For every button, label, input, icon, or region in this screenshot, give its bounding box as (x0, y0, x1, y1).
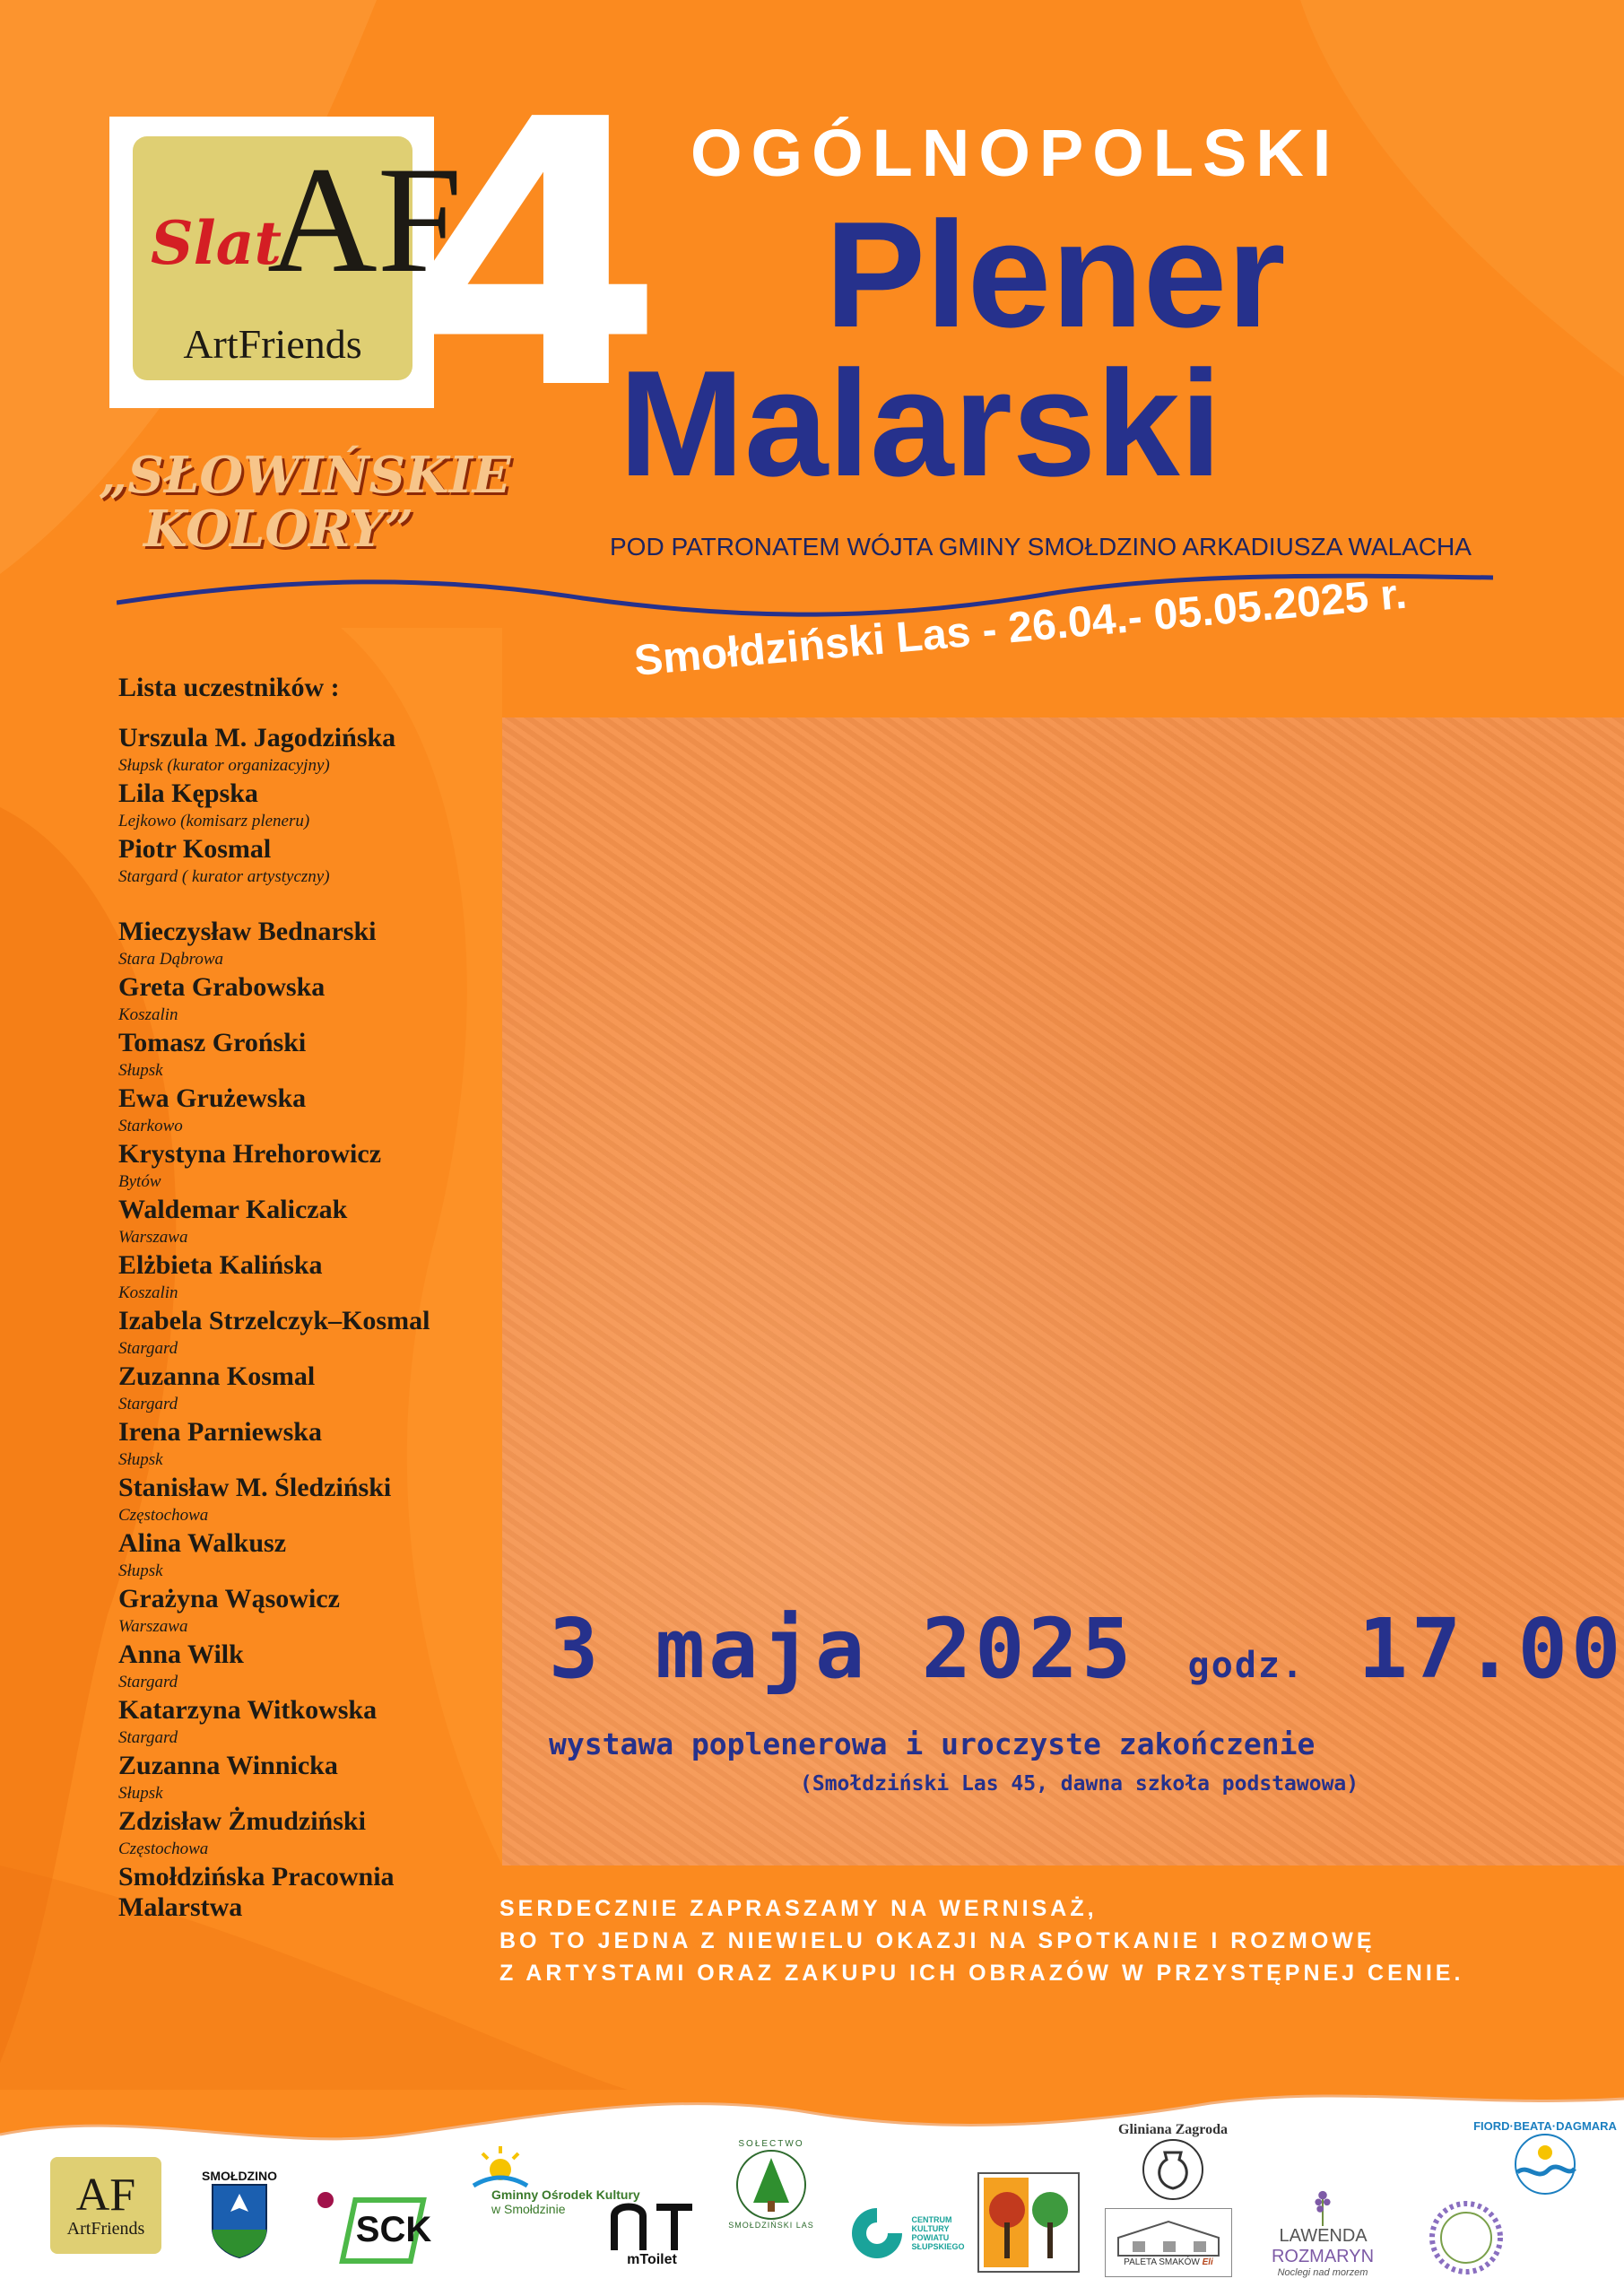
participants-title: Lista uczestników : (118, 673, 340, 702)
paleta-name: PALETA SMAKÓW (1124, 2257, 1200, 2267)
lawenda-name2: ROZMARYN (1271, 2247, 1375, 2266)
participant-name: Anna Wilk (118, 1639, 244, 1669)
participant-place: Warszawa (118, 1617, 188, 1636)
lawenda-text (1238, 2226, 1408, 2267)
participant-place: Słupsk (118, 1561, 163, 1580)
participant-place: Stargard (118, 1728, 178, 1747)
sponsor-trees-painting (977, 2172, 1080, 2273)
sponsor-artfriends-text: ArtFriends (66, 2218, 145, 2239)
centrum-kultury-line1: CENTRUM (911, 2215, 952, 2224)
participant-name: Izabela Strzelczyk–Kosmal (118, 1306, 430, 1335)
sea-wave-icon (1505, 2133, 1585, 2196)
fiord-name2: BEATA (1513, 2118, 1552, 2133)
patronage-text: POD PATRONATEM WÓJTA GMINY SMOŁDZINO ARKADIUSZA WALACHA (610, 533, 1472, 561)
event-date: 3 maja 2025 (549, 1601, 1135, 1697)
participant-place: Koszalin (118, 1283, 178, 1302)
participant-name: Mieczysław Bednarski (118, 917, 377, 946)
house-icon (1115, 2218, 1222, 2257)
participant-name: Zuzanna Kosmal (118, 1361, 316, 1391)
participant-place: Bytów (118, 1172, 161, 1191)
participant-place: Stargard (118, 1673, 178, 1692)
sponsor-wreath-logo (1426, 2197, 1507, 2278)
sponsor-solectwo-bottom: SMOŁDZIŃSKI LAS (728, 2220, 814, 2230)
title-plener: Plener (825, 190, 1286, 359)
paleta-text (1124, 2257, 1213, 2267)
centrum-kultury-logo-icon (848, 2205, 906, 2262)
subtitle-line1: „SŁOWIŃSKIE (99, 446, 511, 505)
sponsor-gok-line1: Gminny Ośrodek Kultury (491, 2187, 640, 2202)
subtitle-line2: KOLORY” (143, 500, 414, 559)
fiord-text: FIORD·BEATA·DAGMARA (1473, 2118, 1617, 2133)
participant-name: Tomasz Groński (118, 1028, 307, 1057)
invitation-text (499, 1892, 1463, 1989)
participant-name: Smołdzińska Pracownia Malarstwa (118, 1862, 395, 1922)
sponsor-gliniana-text: Gliniana Zagroda (1118, 2122, 1228, 2137)
participant-name: Krystyna Hrehorowicz (118, 1139, 382, 1169)
centrum-kultury-line4: SŁUPSKIEGO (911, 2242, 965, 2251)
participants-list (118, 673, 495, 1923)
participant-name: Greta Grabowska (118, 972, 326, 1002)
sponsor-smoldzino (199, 2169, 280, 2276)
invitation-line3: Z ARTYSTAMI ORAZ ZAKUPU ICH OBRAZÓW W PRZYSTĘPNEJ CENIE. (499, 1961, 1464, 1986)
sponsor-solectwo-top: SOŁECTWO (738, 2138, 804, 2149)
trees-painting-icon (984, 2178, 1073, 2267)
lawenda-subtitle: Noclegi nad morzem (1277, 2267, 1368, 2278)
participant-place: Częstochowa (118, 1839, 209, 1858)
organizers-list (118, 723, 495, 890)
sponsor-mtoilet (603, 2188, 701, 2278)
fiord-name3: DAGMARA (1556, 2118, 1617, 2133)
sck-dot-icon (317, 2192, 334, 2208)
sponsor-sck-text: SCK (355, 2209, 432, 2249)
participant-place: Koszalin (118, 1005, 178, 1024)
centrum-kultury-text (911, 2215, 964, 2251)
participant-name: Zdzisław Żmudziński (118, 1806, 366, 1836)
sponsor-smoldzino-name: SMOŁDZINO (202, 2169, 277, 2183)
participant-name: Stanisław M. Śledziński (118, 1473, 392, 1502)
sponsor-lawenda-rozmaryn (1238, 2188, 1408, 2278)
participant-place: Stargard ( kurator artystyczny) (118, 867, 330, 886)
sponsor-solectwo (717, 2130, 825, 2238)
participant-name: Irena Parniewska (118, 1417, 322, 1447)
lawenda-name1: LAWENDA (1279, 2226, 1367, 2246)
sponsor-fiord (1473, 2108, 1617, 2206)
sponsor-artfriends-monogram: AF (75, 2169, 136, 2221)
participant-place: Słupsk (kurator organizacyjny) (118, 756, 330, 775)
paleta-signature: Eli (1202, 2257, 1213, 2267)
participant-name: Zuzanna Winnicka (118, 1751, 338, 1780)
participant-place: Stargard (118, 1339, 178, 1358)
participant-name: Katarzyna Witkowska (118, 1695, 378, 1725)
logo-monogram: AF (267, 135, 463, 304)
participant-place: Starkowo (118, 1117, 183, 1135)
event-description: wystawa poplenerowa i uroczyste zakończenie (549, 1726, 1316, 1761)
lavender-icon (1300, 2188, 1345, 2226)
logo-slat-script: Slat (151, 208, 282, 278)
centrum-kultury-line2: KULTURY (911, 2224, 950, 2233)
centrum-kultury-line3: POWIATU (911, 2233, 950, 2242)
lavender-wreath-icon (1427, 2198, 1506, 2277)
mtoilet-logo-icon (607, 2198, 697, 2252)
subtitle-slowinskie-kolory (99, 446, 511, 559)
logo-brand-text: ArtFriends (183, 321, 362, 367)
participant-name: Lila Kępska (118, 778, 258, 808)
participant-name: Piotr Kosmal (118, 834, 272, 864)
participant-place: Stargard (118, 1395, 178, 1413)
jug-icon (1142, 2138, 1204, 2201)
artists-list (118, 917, 495, 1923)
participant-name: Waldemar Kaliczak (118, 1195, 348, 1224)
event-time-label: godz. (1187, 1645, 1306, 1686)
participant-name: Elżbieta Kalińska (118, 1250, 323, 1280)
participant-name: Ewa Grużewska (118, 1083, 307, 1113)
sponsor-sck (314, 2188, 448, 2260)
tree-icon (735, 2149, 807, 2221)
participant-place: Słupsk (118, 1784, 163, 1803)
fiord-name1: FIORD (1473, 2118, 1510, 2133)
event-address: (Smołdziński Las 45, dawna szkoła podstawowa) (800, 1772, 1359, 1796)
participant-place: Warszawa (118, 1228, 188, 1247)
invitation-line1: SERDECZNIE ZAPRASZAMY NA WERNISAŻ, (499, 1896, 1098, 1921)
sun-icon (465, 2143, 536, 2187)
sponsor-paleta-smakow (1105, 2208, 1232, 2277)
participant-place: Lejkowo (komisarz pleneru) (118, 812, 310, 831)
event-date-time (549, 1601, 1624, 1697)
participant-place: Słupsk (118, 1450, 163, 1469)
edition-number: 4 (408, 41, 664, 470)
participant-name: Alina Walkusz (118, 1528, 287, 1558)
participant-name: Urszula M. Jagodzińska (118, 723, 396, 752)
participant-place: Słupsk (118, 1061, 163, 1080)
invitation-line2: BO TO JEDNA Z NIEWIELU OKAZJI NA SPOTKANIE I ROZMOWĘ (499, 1928, 1376, 1953)
sponsor-gliniana-zagroda (1110, 2112, 1236, 2211)
title-malarski: Malarski (619, 339, 1222, 508)
place-and-dates: Smołdziński Las - 26.04.- 05.05.2025 r. (632, 570, 1409, 685)
participant-name: Grażyna Wąsowicz (118, 1584, 340, 1613)
participant-place: Stara Dąbrowa (118, 950, 224, 969)
sponsor-centrum-kultury (830, 2197, 983, 2269)
sponsor-gok-line2: w Smołdzinie (491, 2202, 566, 2216)
coat-of-arms-icon (211, 2183, 268, 2258)
artfriends-logo (133, 135, 463, 380)
participant-place: Częstochowa (118, 1506, 209, 1525)
sponsor-artfriends (50, 2157, 161, 2254)
event-time: 17.00 (1358, 1601, 1624, 1697)
title-top: OGÓLNOPOLSKI (690, 116, 1341, 190)
sponsor-mtoilet-text: mToilet (627, 2252, 677, 2267)
